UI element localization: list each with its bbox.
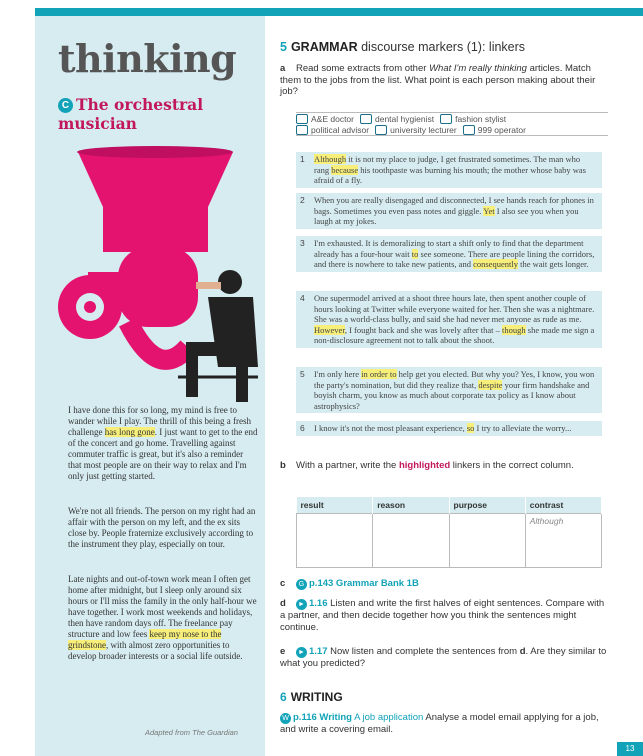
checkbox[interactable] bbox=[296, 125, 308, 135]
instruction-text: Listen and write the first halves of eight sentences. Compare with a partner, and then decide together how you think the sentences might continue. bbox=[280, 598, 605, 633]
article-title-line-2: musician bbox=[58, 114, 137, 133]
instruction-text: With a partner, write the bbox=[296, 460, 399, 471]
extract-text: see someone. There are people lining the corridors, and there is nowhere to take new patients, and bbox=[314, 248, 595, 269]
highlighted-linker: However bbox=[314, 324, 345, 335]
audio-icon[interactable]: ► bbox=[296, 599, 307, 610]
article-badge: C bbox=[58, 98, 73, 113]
extract-number: 6 bbox=[300, 423, 305, 433]
job-option[interactable] bbox=[375, 125, 460, 136]
extract-text: the wait gets longer. bbox=[517, 259, 589, 269]
section-title: WRITING bbox=[290, 690, 343, 704]
extract-number: 1 bbox=[300, 154, 305, 164]
audio-track[interactable]: 1.16 bbox=[309, 598, 328, 609]
checkbox[interactable] bbox=[296, 114, 308, 124]
exercise-letter: e bbox=[280, 646, 286, 657]
instruction-c bbox=[280, 578, 610, 590]
job-option[interactable] bbox=[296, 114, 357, 125]
highlighted-linker: in order to bbox=[361, 369, 397, 379]
extract-text: help get you elected. But why you? Yes, I know, you won the party's nomination, but did they realize that, bbox=[314, 369, 595, 390]
extract-text: it is not my place to judge, I get frustrated sometimes. The man who rang bbox=[314, 154, 581, 175]
highlighted-linker: Yet bbox=[483, 205, 495, 216]
instruction-text: articles. Match them to the jobs from the list. What point is each person making about their job? bbox=[280, 63, 596, 97]
job-label: dental hygienist bbox=[375, 114, 435, 124]
extract-1 bbox=[296, 152, 602, 188]
section-subtitle: discourse markers (1): linkers bbox=[361, 40, 526, 54]
instruction-e bbox=[280, 646, 610, 670]
writing-topic: A job application bbox=[354, 712, 424, 723]
col-contrast: contrast bbox=[525, 497, 601, 513]
job-option[interactable] bbox=[463, 125, 529, 136]
section-title: GRAMMAR bbox=[290, 40, 358, 54]
grammar-bank-icon: G bbox=[296, 579, 307, 590]
extract-text: I know it's not the most pleasant experience, bbox=[314, 423, 467, 433]
cell-result[interactable] bbox=[297, 513, 373, 567]
extract-number: 2 bbox=[300, 195, 305, 205]
highlighted-linker: to bbox=[411, 248, 419, 259]
job-option[interactable] bbox=[296, 125, 372, 136]
grammar-heading bbox=[280, 40, 610, 54]
extract-text: I also see you when you laugh at my jokes. bbox=[314, 205, 579, 226]
checkbox[interactable] bbox=[440, 114, 452, 124]
instruction-b bbox=[280, 460, 610, 472]
exercise-letter: c bbox=[280, 578, 286, 589]
cell-reason[interactable] bbox=[373, 513, 449, 567]
instruction-text: Read some extracts from other bbox=[296, 63, 430, 74]
section-number: 5 bbox=[280, 40, 287, 54]
extract-text: , I fought back and she was lovely after that – bbox=[344, 324, 503, 335]
job-list bbox=[296, 112, 608, 136]
extract-text: I try to alleviate the worry... bbox=[474, 423, 572, 433]
highlighted-linker: so bbox=[466, 423, 475, 433]
audio-track[interactable]: 1.17 bbox=[309, 646, 328, 657]
writing-instruction bbox=[280, 712, 610, 736]
extract-4 bbox=[296, 291, 602, 348]
page-number: 13 bbox=[617, 742, 643, 756]
instruction-text: linkers in the correct column. bbox=[450, 460, 574, 471]
article-text: Late nights and out-of-town work mean I often get home after midnight, but I sleep only around six hours or I'll miss the family in the only half-hour we have together. I work most weekends and holidays, then have random days off. The freelance pay structure and low fees bbox=[68, 574, 257, 639]
highlighted-linker: Although bbox=[314, 154, 347, 164]
col-purpose: purpose bbox=[449, 497, 525, 513]
job-label: A&E doctor bbox=[311, 114, 354, 124]
job-label: fashion stylist bbox=[455, 114, 507, 124]
article-text: . I just want to get to the end of the concert and go home. Travelling against commuter traffic is great, but it's also a reminder that most people are on their way to relax and I'm only just getting started. bbox=[68, 427, 258, 481]
extract-text: his toothpaste was burning his mouth; the mother whose baby was afraid of a fly. bbox=[314, 164, 586, 185]
article-text: I have done this for so long, my mind is free to wander while I play. The thrill of this being a fresh challenge bbox=[68, 405, 251, 437]
extract-text: your firm handshake and boyish charm, you know as much about corporate tax policy as I know about astrophysics? bbox=[314, 379, 590, 411]
instruction-text: . Are they similar to what you predicted? bbox=[280, 646, 607, 669]
exercise-letter: b bbox=[280, 460, 286, 471]
extract-text: One supermodel arrived at a shoot three hours late, then spent another couple of hours looking at Twitter while everyone waited for her. Then she was a nightmare. She was a world-class bully, and said she had never met anyone as rude as me. bbox=[314, 293, 595, 324]
extract-text: she made me sign a non-disclosure agreement not to talk about the shoot. bbox=[314, 324, 595, 345]
highlighted-phrase: has long gone bbox=[104, 427, 155, 437]
highlighted-phrase: keep my nose to the grindstone bbox=[68, 629, 222, 650]
job-label: political advisor bbox=[311, 125, 370, 135]
cell-contrast[interactable]: Although bbox=[525, 513, 601, 567]
extract-text: I'm exhausted. It is demoralizing to start a shift only to find that the department already has a four-hour wait bbox=[314, 238, 584, 259]
highlighted-linker: though bbox=[502, 324, 526, 335]
article-title bbox=[58, 95, 203, 133]
exercise-letter: d bbox=[280, 598, 286, 609]
checkbox[interactable] bbox=[360, 114, 372, 124]
article-title-line-1: The orchestral bbox=[76, 95, 204, 114]
audio-icon[interactable]: ► bbox=[296, 647, 307, 658]
extract-number: 4 bbox=[300, 293, 305, 303]
instruction-highlight: highlighted bbox=[398, 460, 451, 471]
article-credit: Adapted from The Guardian bbox=[145, 728, 238, 737]
instruction-a bbox=[280, 63, 605, 98]
writing-link[interactable]: p.116 Writing bbox=[293, 712, 352, 723]
highlighted-linker: consequently bbox=[473, 259, 518, 269]
tuba-player-illustration bbox=[58, 142, 263, 407]
grammar-bank-link[interactable]: p.143 Grammar Bank 1B bbox=[309, 578, 419, 589]
col-result: result bbox=[297, 497, 373, 513]
extract-number: 3 bbox=[300, 238, 305, 248]
article-paragraph-1 bbox=[68, 405, 258, 482]
instruction-d bbox=[280, 598, 610, 633]
extract-text: When you are really disengaged and disconnected, I see hands reach for phones in bags. Sometimes you even pass notes and giggle. bbox=[314, 195, 594, 216]
extract-text: I'm only here bbox=[314, 369, 362, 379]
instruction-italic: What I'm really thinking bbox=[429, 63, 527, 74]
linker-table bbox=[296, 497, 602, 568]
job-label: 999 operator bbox=[477, 125, 526, 135]
checkbox[interactable] bbox=[463, 125, 475, 135]
exercise-letter: a bbox=[280, 63, 286, 74]
article-paragraph-3 bbox=[68, 574, 258, 662]
job-label: university lecturer bbox=[390, 125, 457, 135]
section-number: 6 bbox=[280, 690, 287, 704]
extract-2 bbox=[296, 193, 602, 229]
instruction-bold: d bbox=[519, 646, 526, 657]
writing-icon: W bbox=[280, 713, 291, 724]
col-reason: reason bbox=[373, 497, 449, 513]
section-heading: thinking bbox=[58, 36, 237, 81]
cell-purpose[interactable] bbox=[449, 513, 525, 567]
extract-5 bbox=[296, 367, 602, 413]
extract-3 bbox=[296, 236, 602, 272]
article-paragraph-2 bbox=[68, 506, 258, 550]
job-option[interactable] bbox=[440, 114, 509, 125]
extract-number: 5 bbox=[300, 369, 305, 379]
job-option[interactable] bbox=[360, 114, 437, 125]
highlighted-linker: because bbox=[331, 164, 359, 175]
highlighted-linker: despite bbox=[478, 379, 503, 390]
top-accent-bar bbox=[35, 8, 643, 16]
checkbox[interactable] bbox=[375, 125, 387, 135]
article-text: , with almost zero opportunities to develop broader interests or a social life outside. bbox=[68, 640, 243, 661]
writing-heading bbox=[280, 690, 610, 704]
article-text: We're not all friends. The person on my right had an affair with the person on my left, and the ex sits close by. People fraternize exclusively according to the instrument they play, especially on tour. bbox=[68, 506, 256, 549]
instruction-text: Analyse a model email applying for a job, and write a covering email. bbox=[280, 712, 599, 735]
extract-6 bbox=[296, 421, 602, 436]
instruction-text: Now listen and complete the sentences from bbox=[330, 646, 520, 657]
